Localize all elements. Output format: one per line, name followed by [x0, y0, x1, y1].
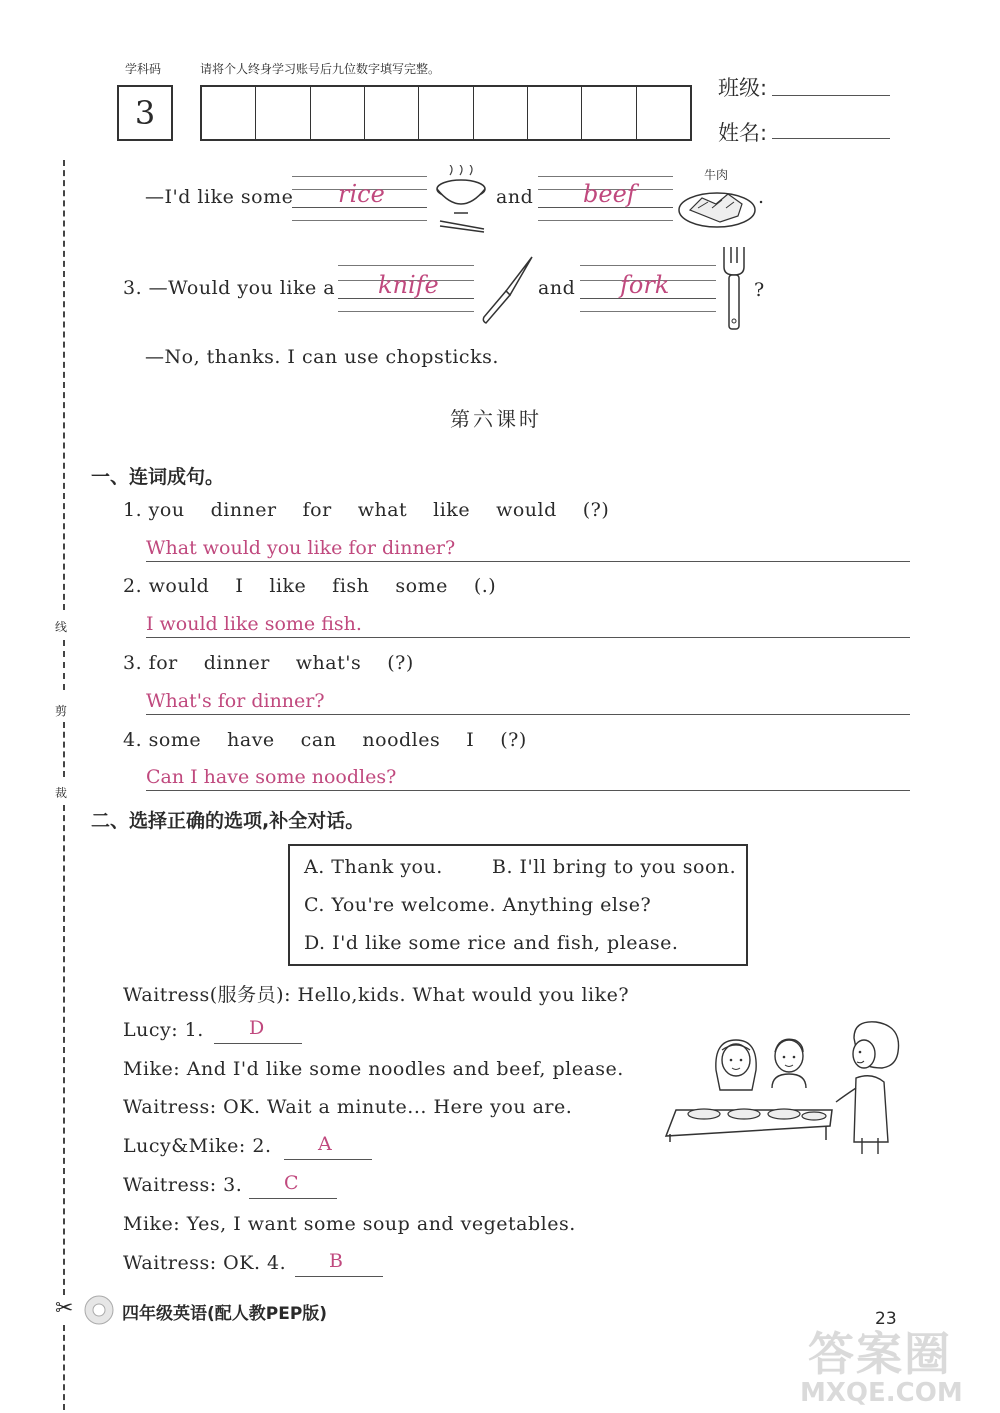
cut-line — [63, 805, 65, 1295]
writing-guide — [338, 265, 474, 266]
word: dinner — [210, 499, 277, 521]
scrambled-words-2 — [123, 575, 496, 597]
section-1-title: 一、连词成句。 — [91, 466, 225, 488]
option-c: C. You're welcome. Anything else? — [304, 894, 652, 916]
digit-cell[interactable] — [202, 87, 256, 139]
answer-rice: rice — [338, 180, 385, 208]
answer-line[interactable] — [146, 561, 910, 562]
blank-3-answer: C — [284, 1172, 299, 1194]
punctuation-hint: (?) — [387, 652, 414, 674]
account-hint: 请将个人终身学习账号后九位数字填写完整。 — [200, 62, 441, 76]
word: I — [466, 729, 475, 751]
subject-code-label: 学科码 — [125, 62, 162, 76]
writing-guide — [538, 220, 673, 221]
blank-1-answer: D — [249, 1017, 265, 1039]
class-label: 班级: — [718, 76, 768, 100]
answer-4: Can I have some noodles? — [146, 766, 397, 788]
scissors-icon: ✂ — [55, 1296, 74, 1321]
word: what's — [295, 652, 362, 674]
digit-cell[interactable] — [528, 87, 582, 139]
reply-line: —No, thanks. I can use chopsticks. — [145, 346, 499, 368]
cut-line — [63, 640, 65, 690]
writing-guide — [538, 176, 673, 177]
writing-guide — [580, 265, 716, 266]
answer-beef: beef — [583, 180, 636, 208]
word: 4. some — [123, 729, 202, 751]
cut-line — [63, 722, 65, 777]
word: noodles — [362, 729, 441, 751]
digit-cell[interactable] — [419, 87, 473, 139]
watermark-url: MXQE.COM — [800, 1378, 963, 1408]
blank-4[interactable] — [295, 1276, 383, 1277]
dialogue-line-5: Lucy&Mike: 2. — [123, 1135, 272, 1157]
dialogue-line-7: Mike: Yes, I want some soup and vegetables. — [123, 1213, 576, 1235]
writing-guide — [338, 311, 474, 312]
knife-icon — [478, 255, 536, 325]
option-b: B. I'll bring to you soon. — [492, 856, 737, 878]
writing-guide — [292, 176, 427, 177]
word: have — [227, 729, 275, 751]
punctuation-hint: (?) — [582, 499, 610, 521]
options-box — [288, 844, 748, 966]
page-number: 23 — [875, 1309, 897, 1329]
sentence-period: . — [758, 186, 765, 208]
flower-badge-icon — [82, 1294, 116, 1326]
conjunction-and: and — [538, 277, 576, 299]
word: like — [269, 575, 307, 597]
conjunction-and: and — [496, 186, 534, 208]
digit-cell[interactable] — [637, 87, 690, 139]
word: some — [395, 575, 448, 597]
word: can — [300, 729, 337, 751]
dialogue-line-6: Waitress: 3. — [123, 1174, 243, 1196]
scrambled-words-3 — [123, 652, 414, 674]
watermark-logo: 答案圈 — [808, 1327, 952, 1381]
word: 1. you — [123, 499, 185, 521]
word: like — [433, 499, 471, 521]
fork-icon — [720, 245, 748, 333]
digit-cell[interactable] — [311, 87, 365, 139]
answer-line[interactable] — [146, 790, 910, 791]
cut-char-cut: 剪 — [55, 704, 68, 718]
blank-3[interactable] — [249, 1198, 337, 1199]
punctuation-hint: (?) — [500, 729, 527, 751]
writing-guide — [292, 220, 427, 221]
book-title: 四年级英语(配人教PEP版) — [122, 1304, 328, 1324]
restaurant-illustration — [664, 1018, 914, 1158]
cut-line — [63, 160, 65, 610]
subject-code-box — [117, 85, 173, 141]
blank-2-answer: A — [318, 1133, 332, 1155]
word: 3. for — [123, 652, 178, 674]
answer-fork: fork — [620, 271, 670, 299]
digit-cell[interactable] — [474, 87, 528, 139]
answer-3: What's for dinner? — [146, 690, 325, 712]
word: for — [302, 499, 332, 521]
name-label: 姓名: — [718, 121, 768, 145]
answer-1: What would you like for dinner? — [146, 537, 456, 559]
dialogue-line-2: Lucy: 1. — [123, 1019, 204, 1041]
word: what — [357, 499, 408, 521]
blank-4-answer: B — [329, 1250, 343, 1272]
name-field[interactable] — [772, 138, 890, 139]
word: I — [235, 575, 244, 597]
cut-line — [63, 1325, 65, 1410]
word: fish — [332, 575, 370, 597]
writing-guide — [580, 311, 716, 312]
answer-knife: knife — [378, 271, 439, 299]
answer-line[interactable] — [146, 714, 910, 715]
section-2-title: 二、选择正确的选项,补全对话。 — [91, 810, 365, 832]
scrambled-words-1 — [123, 499, 609, 521]
answer-2: I would like some fish. — [146, 613, 362, 635]
answer-line[interactable] — [146, 637, 910, 638]
option-d: D. I'd like some rice and fish, please. — [304, 932, 679, 954]
punctuation-hint: (.) — [473, 575, 497, 597]
word: would — [496, 499, 557, 521]
dialogue-line-4: Waitress: OK. Wait a minute... Here you are. — [123, 1096, 573, 1118]
lesson-title: 第六课时 — [450, 407, 542, 431]
digit-cell[interactable] — [256, 87, 310, 139]
scrambled-words-4 — [123, 729, 527, 751]
beef-caption: 牛肉 — [704, 168, 729, 182]
digit-cell[interactable] — [582, 87, 636, 139]
question-mark: ? — [754, 279, 765, 301]
cut-char-line: 线 — [55, 620, 68, 634]
account-number-grid[interactable] — [200, 85, 692, 141]
digit-cell[interactable] — [365, 87, 419, 139]
option-a: A. Thank you. — [304, 856, 443, 878]
rice-bowl-icon — [432, 165, 490, 233]
sentence-prefix: —I'd like some — [145, 186, 294, 208]
dialogue-line-1: Waitress(服务员): Hello,kids. What would you like? — [123, 984, 630, 1006]
dialogue-line-8: Waitress: OK. 4. — [123, 1252, 287, 1274]
blank-2[interactable] — [284, 1159, 372, 1160]
dialogue-line-3: Mike: And I'd like some noodles and beef, please. — [123, 1058, 624, 1080]
beef-plate-icon — [676, 182, 758, 232]
question-3-prefix: 3. —Would you like a — [123, 277, 336, 299]
word: 2. would — [123, 575, 210, 597]
cut-char-trim: 裁 — [55, 786, 68, 800]
class-field[interactable] — [772, 95, 890, 96]
subject-code-value: 3 — [134, 94, 156, 132]
blank-1[interactable] — [214, 1043, 302, 1044]
word: dinner — [203, 652, 270, 674]
